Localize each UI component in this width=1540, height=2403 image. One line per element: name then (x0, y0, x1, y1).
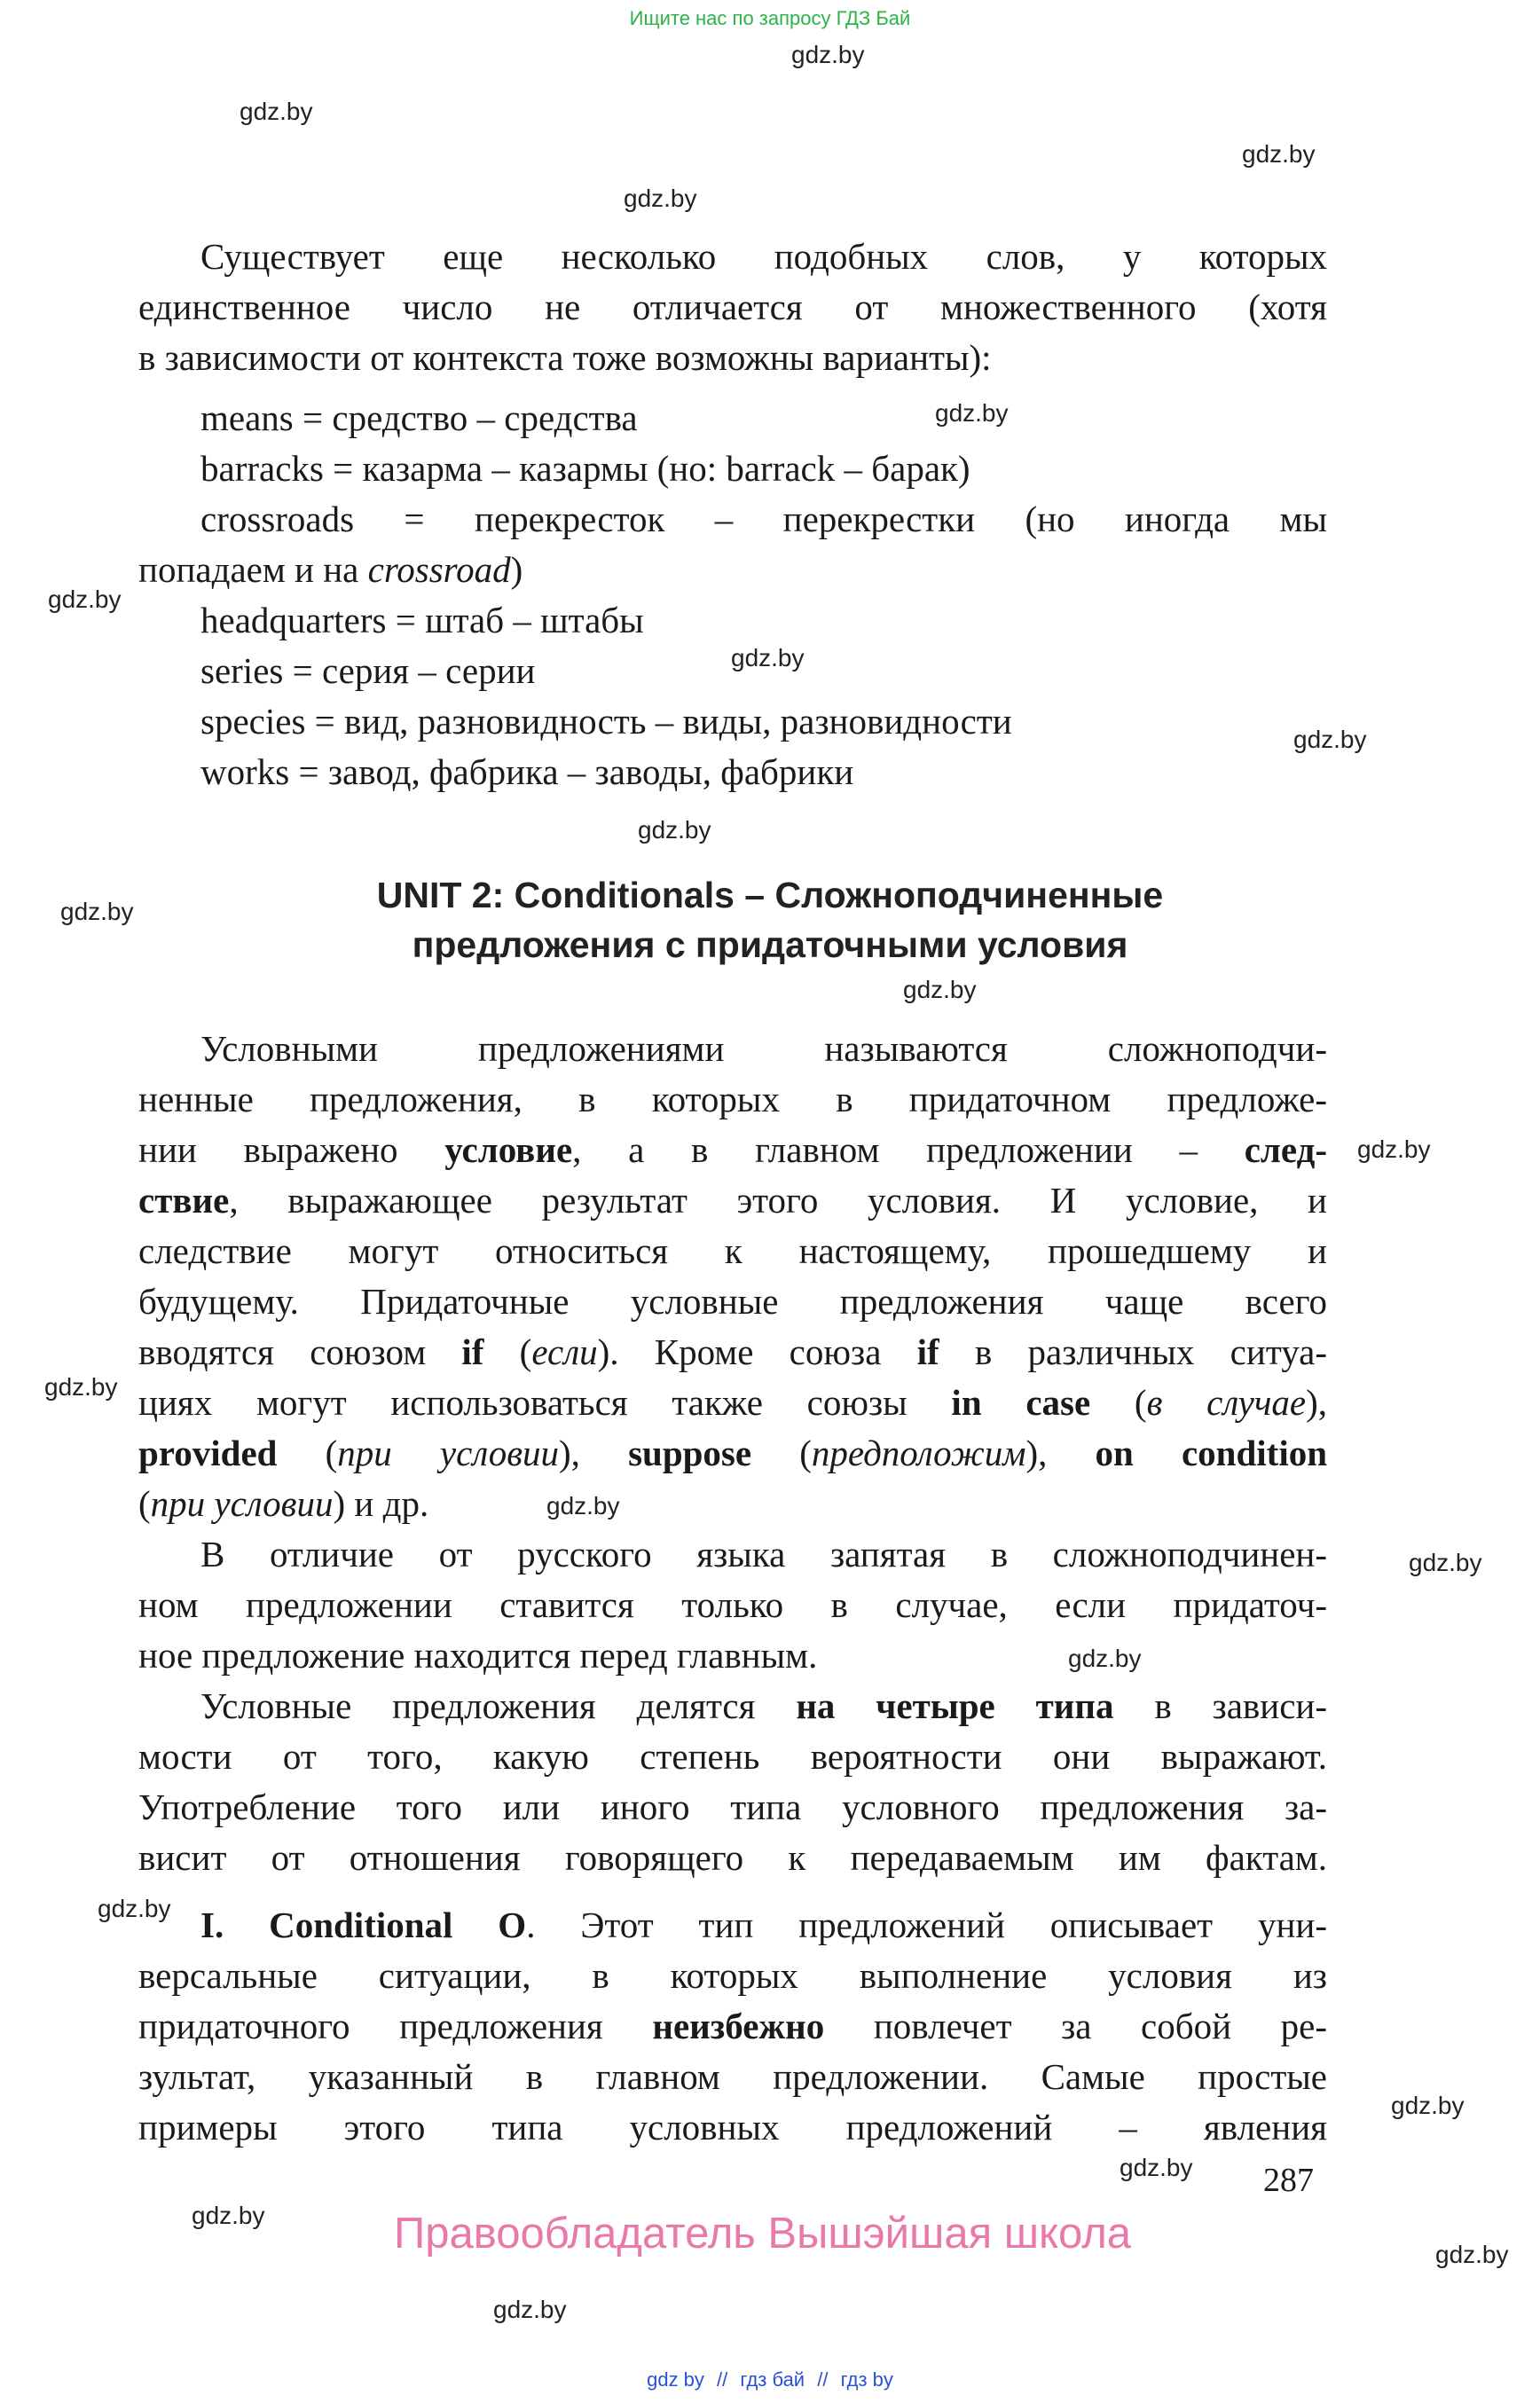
watermark: gdz.by (731, 644, 805, 671)
text-line: в зависимости от контекста тоже возможны варианты): (138, 337, 992, 378)
heading-line: UNIT 2: Conditionals – Сложноподчиненные (376, 875, 1164, 915)
footer-separator: // (817, 2368, 829, 2391)
watermark: gdz.by (1293, 726, 1367, 753)
heading-line: предложения с придаточными условия (412, 924, 1128, 965)
text-line: (при условии) и др. (138, 1483, 429, 1524)
text-line: Условными предложениями называются сложноподчи- (200, 1028, 1327, 1069)
list-item: means = средство – средства (200, 397, 638, 438)
watermark: gdz.by (791, 41, 865, 68)
text-line: В отличие от русского языка запятая в сложноподчинен- (200, 1534, 1327, 1575)
text-line: следствие могут относиться к настоящему, прошедшему и (138, 1230, 1327, 1271)
footer-separator: // (717, 2368, 728, 2391)
text-line: единственное число не отличается от множественного (хотя (138, 287, 1327, 327)
list-item: barracks = казарма – казармы (но: barrack – барак) (200, 448, 970, 489)
text-line: ном предложении ставится только в случае, если придаточ- (138, 1584, 1327, 1625)
list-item: species = вид, разновидность – виды, разновидности (200, 701, 1012, 742)
watermark: gdz.by (935, 399, 1009, 427)
text-line: мости от того, какую степень вероятности они выражают. (138, 1736, 1327, 1777)
watermark: gdz.by (1242, 140, 1316, 168)
text-line: придаточного предложения неизбежно повлечет за собой ре- (138, 2006, 1327, 2046)
watermark: gdz.by (493, 2296, 567, 2323)
watermark: gdz.by (903, 976, 977, 1003)
text-line: Употребление того или иного типа условного предложения за- (138, 1787, 1327, 1827)
list-item: headquarters = штаб – штабы (200, 600, 644, 640)
text-line: I. Conditional O. Этот тип предложений описывает уни- (200, 1904, 1327, 1945)
page-number: 287 (1263, 2162, 1314, 2199)
watermark: gdz.by (1357, 1135, 1431, 1163)
watermark: gdz.by (1068, 1645, 1142, 1672)
watermark: gdz.by (624, 185, 697, 212)
text-line: ствие, выражающее результат этого условия. И условие, и (138, 1180, 1327, 1221)
footer-link-gdz-by[interactable]: gdz by (647, 2368, 704, 2391)
top-banner[interactable]: Ищите нас по запросу ГДЗ Бай (629, 7, 911, 29)
watermark: gdz.by (1409, 1549, 1482, 1576)
text-line: нии выражено условие, а в главном предложении – след- (138, 1129, 1327, 1170)
watermark: gdz.by (44, 1373, 118, 1401)
text-line: ное предложение находится перед главным. (138, 1635, 818, 1676)
text-line: версальные ситуации, в которых выполнение условия из (138, 1955, 1327, 1996)
watermark: gdz.by (48, 585, 122, 613)
text-line: зультат, указанный в главном предложении. Самые простые (138, 2056, 1327, 2097)
text-line: примеры этого типа условных предложений – явления (138, 2107, 1327, 2148)
text-line: вводятся союзом if (если). Кроме союза if в различных ситуа- (138, 1331, 1328, 1372)
list-item: попадаем и на crossroad) (138, 549, 523, 590)
text-line: Существует еще несколько подобных слов, у которых (200, 236, 1327, 277)
watermark: gdz.by (60, 898, 134, 925)
list-item: works = завод, фабрика – заводы, фабрики (200, 751, 854, 792)
watermark: gdz.by (546, 1492, 620, 1520)
rights-holder: Правообладатель Вышэйшая школа (394, 2210, 1132, 2258)
watermark: gdz.by (240, 98, 313, 125)
text-line: provided (при условии), suppose (предположим), on condition (138, 1433, 1328, 1473)
text-line: висит от отношения говорящего к передаваемым им фактам. (138, 1837, 1327, 1878)
text-line: циях могут использоваться также союзы in case (в случае), (138, 1382, 1328, 1423)
watermark: gdz.by (98, 1895, 171, 1922)
watermark: gdz.by (638, 816, 711, 844)
watermark: gdz.by (1120, 2154, 1193, 2181)
watermark: gdz.by (1391, 2092, 1465, 2119)
text-line: будущему. Придаточные условные предложения чаще всего (138, 1281, 1327, 1322)
footer-links (0, 2368, 1540, 2391)
text-line: Условные предложения делятся на четыре типа в зависи- (200, 1685, 1328, 1726)
footer-link-gdz-bai[interactable]: гдз бай (740, 2368, 805, 2391)
watermark: gdz.by (1435, 2241, 1509, 2268)
watermark: gdz.by (192, 2202, 265, 2229)
footer-link-gdz-by-cyr[interactable]: гдз by (840, 2368, 893, 2391)
list-item: crossroads = перекресток – перекрестки (но иногда мы (200, 499, 1327, 539)
text-line: ненные предложения, в которых в придаточном предложе- (138, 1079, 1327, 1119)
list-item: series = серия – серии (200, 650, 536, 691)
